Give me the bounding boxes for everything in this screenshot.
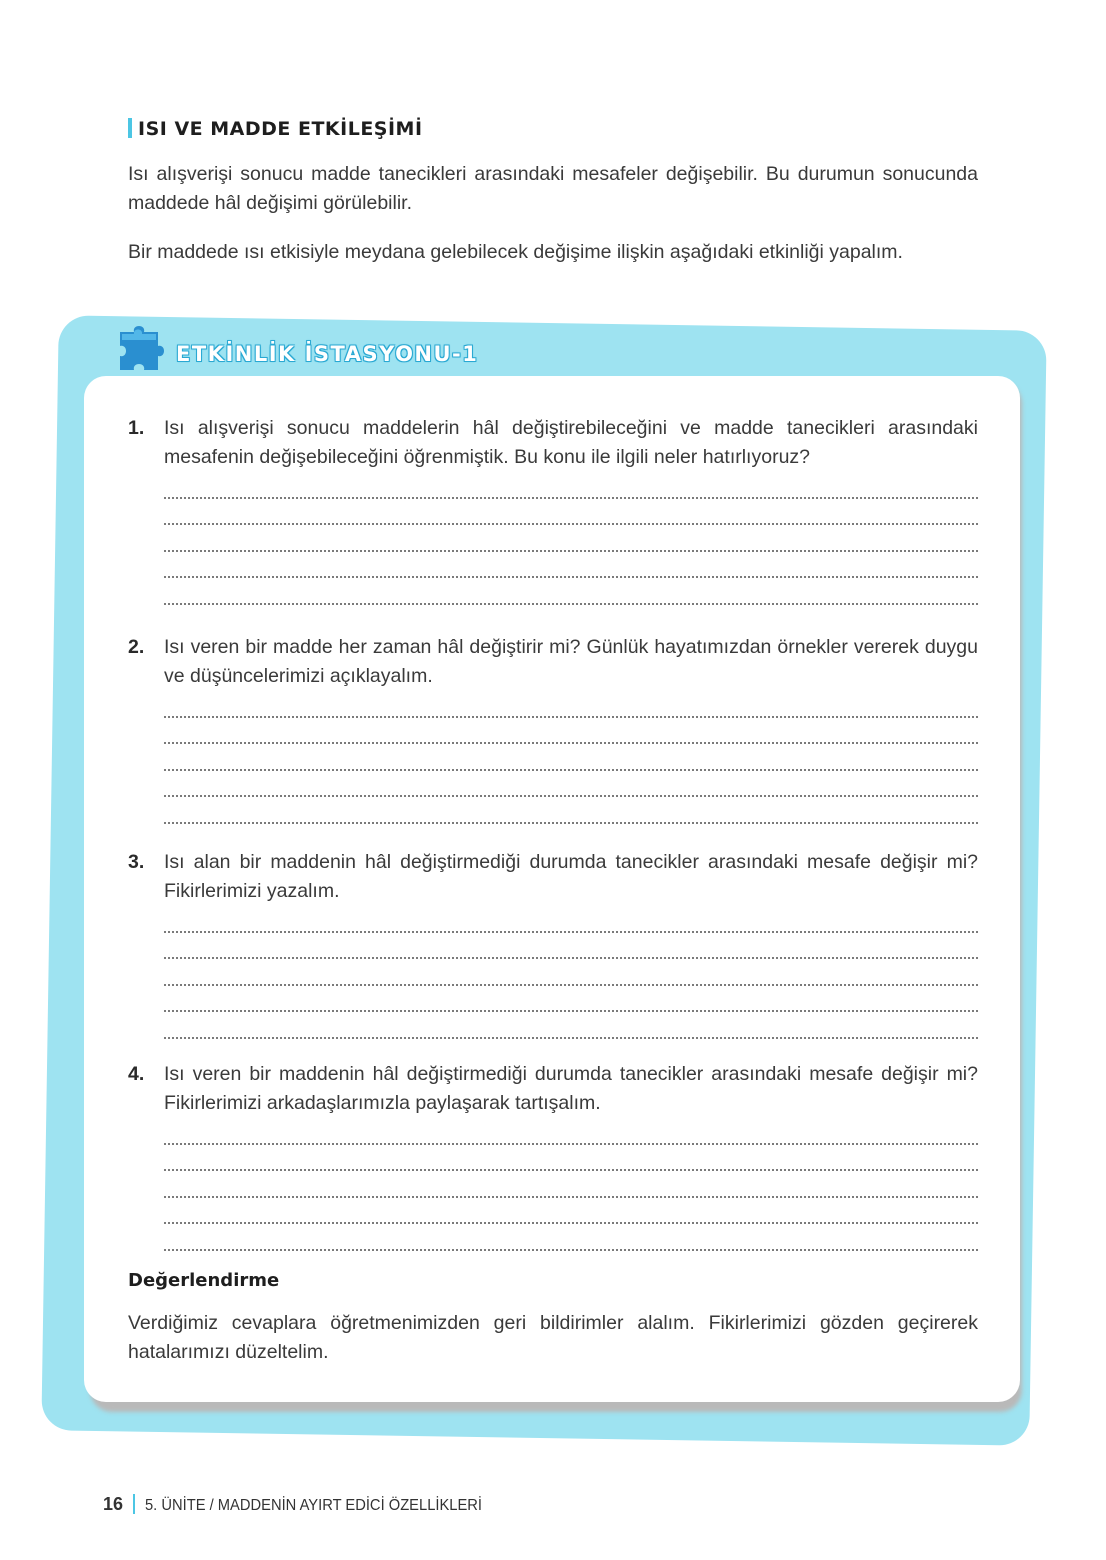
page-footer — [103, 1494, 511, 1515]
question-3 — [128, 848, 978, 1039]
question-number: 3. — [128, 851, 145, 873]
question-2 — [128, 633, 978, 824]
evaluation-text: Verdiğimiz cevaplara öğretmenimizden geri bildirimler alalım. Fikirlerimizi gözden geçirerek hatalarımızı düzeltelim. — [128, 1312, 978, 1363]
puzzle-piece-icon — [112, 318, 170, 376]
section-title — [128, 118, 423, 140]
intro-paragraph-2: Bir maddede ısı etkisiyle meydana gelebilecek değişime ilişkin aşağıdaki etkinliği yapalım. — [128, 241, 903, 263]
question-number: 2. — [128, 636, 145, 658]
title-accent-bar — [128, 118, 132, 138]
footer-separator — [133, 1494, 135, 1514]
answer-lines[interactable] — [164, 691, 978, 824]
answer-lines[interactable] — [164, 1118, 978, 1251]
evaluation-title: Değerlendirme — [128, 1270, 280, 1291]
station-title: ETKİNLİK İSTASYONU-1 — [176, 342, 479, 366]
question-text: Isı alışverişi sonucu maddelerin hâl değiştirebileceğini ve madde tanecikleri arasındaki mesafenin değişebileceğini öğrenmiştik. Bu konu ile ilgili neler hatırlıyoruz? — [164, 417, 978, 468]
question-1 — [128, 414, 978, 605]
answer-lines[interactable] — [164, 906, 978, 1039]
question-text: Isı veren bir maddenin hâl değiştirmediği durumda tanecikler arasındaki mesafe değişir mi? Fikirlerimizi arkadaşlarımızla paylaşarak tartışalım. — [164, 1063, 978, 1114]
question-text: Isı veren bir madde her zaman hâl değiştirir mi? Günlük hayatımızdan örnekler vererek duygu ve düşüncelerimizi açıklayalım. — [164, 636, 978, 687]
section-title-text: ISI VE MADDE ETKİLEŞİMİ — [138, 118, 423, 140]
question-number: 1. — [128, 417, 145, 439]
question-text: Isı alan bir maddenin hâl değiştirmediği durumda tanecikler arasındaki mesafe değişir mi? Fikirlerimizi yazalım. — [164, 851, 978, 902]
unit-title: 5. ÜNİTE / MADDENİN AYIRT EDİCİ ÖZELLİKLERİ — [145, 1497, 483, 1514]
answer-lines[interactable] — [164, 472, 978, 605]
question-4 — [128, 1060, 978, 1251]
page-number: 16 — [103, 1494, 124, 1514]
question-number: 4. — [128, 1063, 145, 1085]
intro-paragraph-1: Isı alışverişi sonucu madde tanecikleri arasındaki mesafeler değişebilir. Bu durumun sonucunda maddede hâl değişimi görülebilir. — [128, 163, 978, 214]
